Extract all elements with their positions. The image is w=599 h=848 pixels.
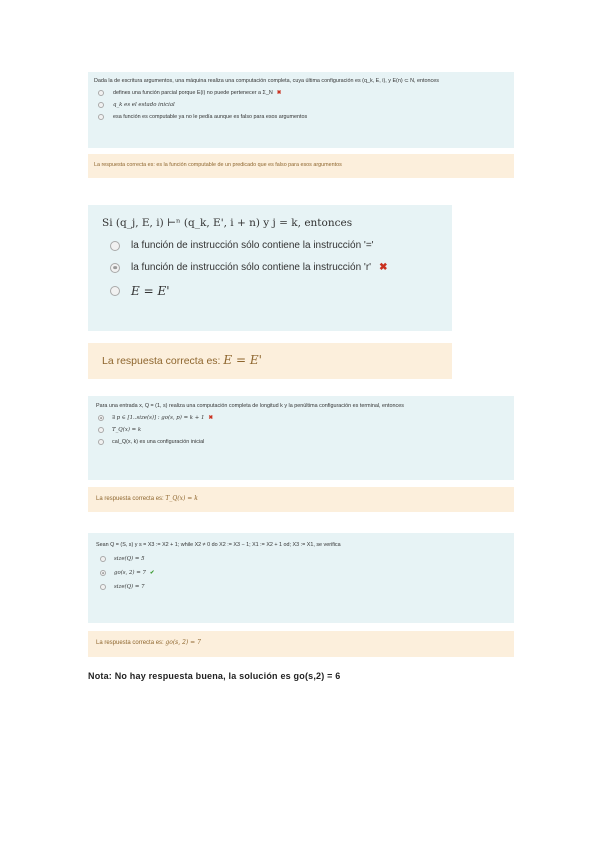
radio-button[interactable] [110,286,120,296]
question-stem: Para una entrada x, Q = (1, s) realiza una computación completa de longitud k y la penúltima configuración es terminal, entonces [96,403,404,409]
answer-option[interactable] [100,584,506,590]
option-label: E = E' [131,284,170,298]
correct-answer-feedback [88,487,514,512]
feedback-text: La respuesta correcta es: es la función computable de un predicado que es falso para esos argumentos [94,162,342,168]
radio-button-selected[interactable] [110,263,120,273]
radio-button[interactable] [98,102,104,108]
feedback-math: E = E' [223,353,262,367]
note-text: Nota: No hay respuesta buena, la solución es go(s,2) = 6 [88,671,341,681]
radio-button[interactable] [98,439,104,445]
answer-option[interactable] [98,415,506,421]
correct-answer-feedback [88,631,514,657]
question-stem: Dada la de escritura argumentos, una máquina realiza una computación completa, cuya última configuración es (q_k, E, i), y E(n) ⊂ N, entonces [94,78,439,84]
answer-option[interactable] [110,240,438,251]
incorrect-icon: ✖ [276,90,282,96]
correct-answer-feedback [88,343,452,379]
question-stem: Sean Q = (S, s) y s = X3 := X2 + 1; while X2 ≠ 0 do X2 := X3 − 1; X1 := X2 + 1 od; X3 := X1, se verifica [96,542,341,548]
answer-option[interactable] [110,284,438,298]
radio-button[interactable] [98,427,104,433]
answer-option[interactable] [98,90,508,96]
answer-option[interactable] [98,102,508,108]
correct-answer-feedback [88,154,514,178]
radio-button[interactable] [98,90,104,96]
question-1 [88,72,514,148]
feedback-label: La respuesta correcta es: [96,640,166,646]
option-label: la función de instrucción sólo contiene la instrucción 'r' [131,262,372,273]
option-label: defines una función parcial porque E(i) no puede pertenecer a Σ_N [113,90,273,96]
question-3 [88,396,514,480]
question-stem: Si (q_j, E, i) ⊢ⁿ (q_k, E', i + n) y j = k, entonces [102,217,353,229]
incorrect-icon: ✖ [379,262,388,273]
feedback-math: T_Q(x) = k [165,495,198,502]
option-label: la función de instrucción sólo contiene la instrucción '=' [131,240,374,251]
feedback-label: La respuesta correcta es: [96,496,166,502]
option-label: T_Q(x) = k [112,427,142,433]
feedback-math: go(s, 2) = 7 [165,639,201,646]
answer-option[interactable] [98,439,506,445]
incorrect-icon: ✖ [208,415,213,421]
option-label: go(s, 2) = 7 [114,570,146,576]
feedback-label: La respuesta correcta es: [102,355,224,367]
option-label: size(Q) = 5 [114,556,145,562]
radio-button[interactable] [98,114,104,120]
answer-option[interactable] [110,262,438,273]
option-label: q_k es el estado inicial [113,102,175,108]
radio-button[interactable] [110,241,120,251]
answer-option[interactable] [100,556,506,562]
option-label: size(Q) = 7 [114,584,145,590]
radio-button[interactable] [100,584,106,590]
option-label: esa función es computable ya no le pedía aunque es falso para esos argumentos [113,114,308,120]
option-label: ∃ p ∈ [1..size(s)] : go(s, p) = k + 1 [112,415,205,421]
question-4 [88,533,514,623]
answer-option[interactable] [98,427,506,433]
answer-option[interactable] [98,114,508,120]
answer-option[interactable] [100,570,506,576]
option-label: cal_Q(x, k) es una configuración inicial [112,439,205,445]
radio-button-selected[interactable] [98,415,104,421]
correct-check-icon: ✔ [149,570,155,576]
radio-button-selected[interactable] [100,570,106,576]
question-2 [88,205,452,331]
radio-button[interactable] [100,556,106,562]
